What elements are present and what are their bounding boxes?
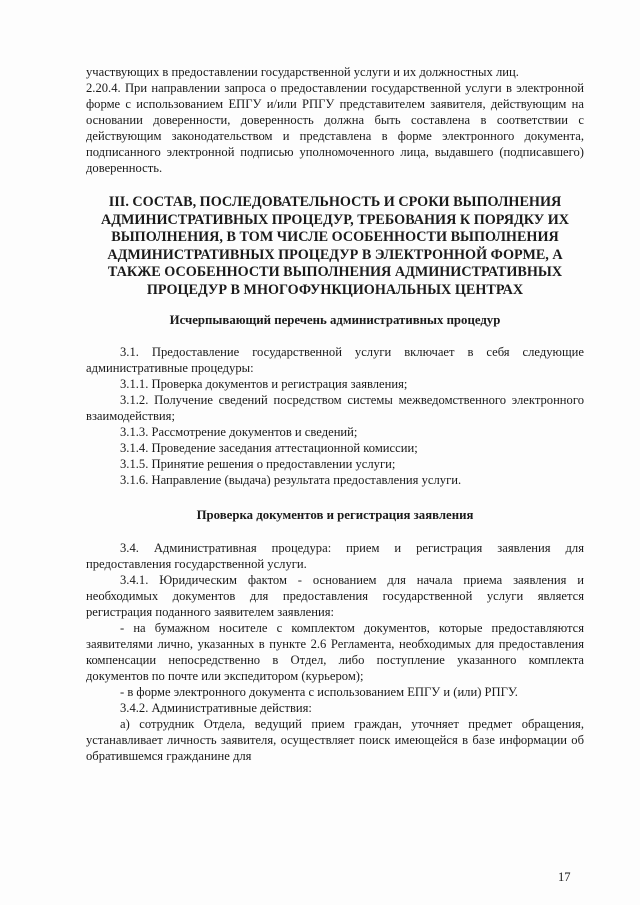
- page-content: [86, 64, 584, 764]
- paragraph-3-4: 3.4. Административная процедура: прием и регистрация заявления для предоставления государственной услуги.: [86, 541, 584, 571]
- list-item: 3.1.2. Получение сведений посредством системы межведомственного электронного взаимодействия;: [86, 393, 584, 423]
- paragraph-3-1: 3.1. Предоставление государственной услуги включает в себя следующие административные процедуры:: [86, 345, 584, 375]
- list-item: 3.1.4. Проведение заседания аттестационной комиссии;: [120, 441, 418, 455]
- paragraph-actions-a: а) сотрудник Отдела, ведущий прием граждан, уточняет предмет обращения, устанавливает личность заявителя, осуществляет поиск имеющейся в базе информации об обратившемся гражданине для: [86, 717, 584, 763]
- paragraph-continuation: участвующих в предоставлении государственной услуги и их должностных лиц.: [86, 65, 519, 79]
- paragraph-paper-submission: - на бумажном носителе с комплектом документов, которые предоставляются заявителями лично, указанных в пункте 2.6 Регламента, необходимых для предоставления компенсации непосредственно в Отдел, либо поступление указанного комплекта документов по почте или экспедитором (курьером);: [86, 621, 584, 683]
- section-title: III. СОСТАВ, ПОСЛЕДОВАТЕЛЬНОСТЬ И СРОКИ ВЫПОЛНЕНИЯ АДМИНИСТРАТИВНЫХ ПРОЦЕДУР, ТРЕБОВАНИЯ К ПОРЯДКУ ИХ ВЫПОЛНЕНИЯ, В ТОМ ЧИСЛЕ ОСОБЕННОСТИ ВЫПОЛНЕНИЯ АДМИНИСТРАТИВНЫХ ПРОЦЕДУР В ЭЛЕКТРОННОЙ ФОРМЕ, А ТАКЖЕ ОСОБЕННОСТИ ВЫПОЛНЕНИЯ АДМИНИСТРАТИВНЫХ ПРОЦЕДУР В МНОГОФУНКЦИОНАЛЬНЫХ ЦЕНТРАХ: [101, 194, 569, 298]
- paragraph-3-4-2: 3.4.2. Административные действия:: [120, 701, 312, 715]
- list-item: 3.1.5. Принятие решения о предоставлении услуги;: [120, 457, 396, 471]
- paragraph-electronic-submission: - в форме электронного документа с использованием ЕПГУ и (или) РПГУ.: [120, 685, 518, 699]
- list-item: 3.1.6. Направление (выдача) результата предоставления услуги.: [120, 473, 462, 487]
- subsection-title-procedures-list: Исчерпывающий перечень административных процедур: [169, 313, 501, 327]
- page-number: 17: [558, 870, 571, 884]
- list-item: 3.1.1. Проверка документов и регистрация заявления;: [120, 377, 408, 391]
- list-item: 3.1.3. Рассмотрение документов и сведений;: [120, 425, 358, 439]
- paragraph-3-4-1: 3.4.1. Юридическим фактом - основанием для начала приема заявления и необходимых документов для предоставления государственной услуги является регистрация поданного заявителем заявления:: [86, 573, 584, 619]
- subsection-title-document-check: Проверка документов и регистрация заявления: [196, 508, 474, 522]
- paragraph-2-20-4: 2.20.4. При направлении запроса о предоставлении государственной услуги в электронной форме с использованием ЕПГУ и/или РПГУ представителем заявителя, действующим на основании доверенности, доверенность должна быть составлена в соответствии с действующим законодательством и представлена в форме электронного документа, подписанного электронной подписью уполномоченного лица, выдавшего (подписавшего) доверенность.: [86, 81, 584, 175]
